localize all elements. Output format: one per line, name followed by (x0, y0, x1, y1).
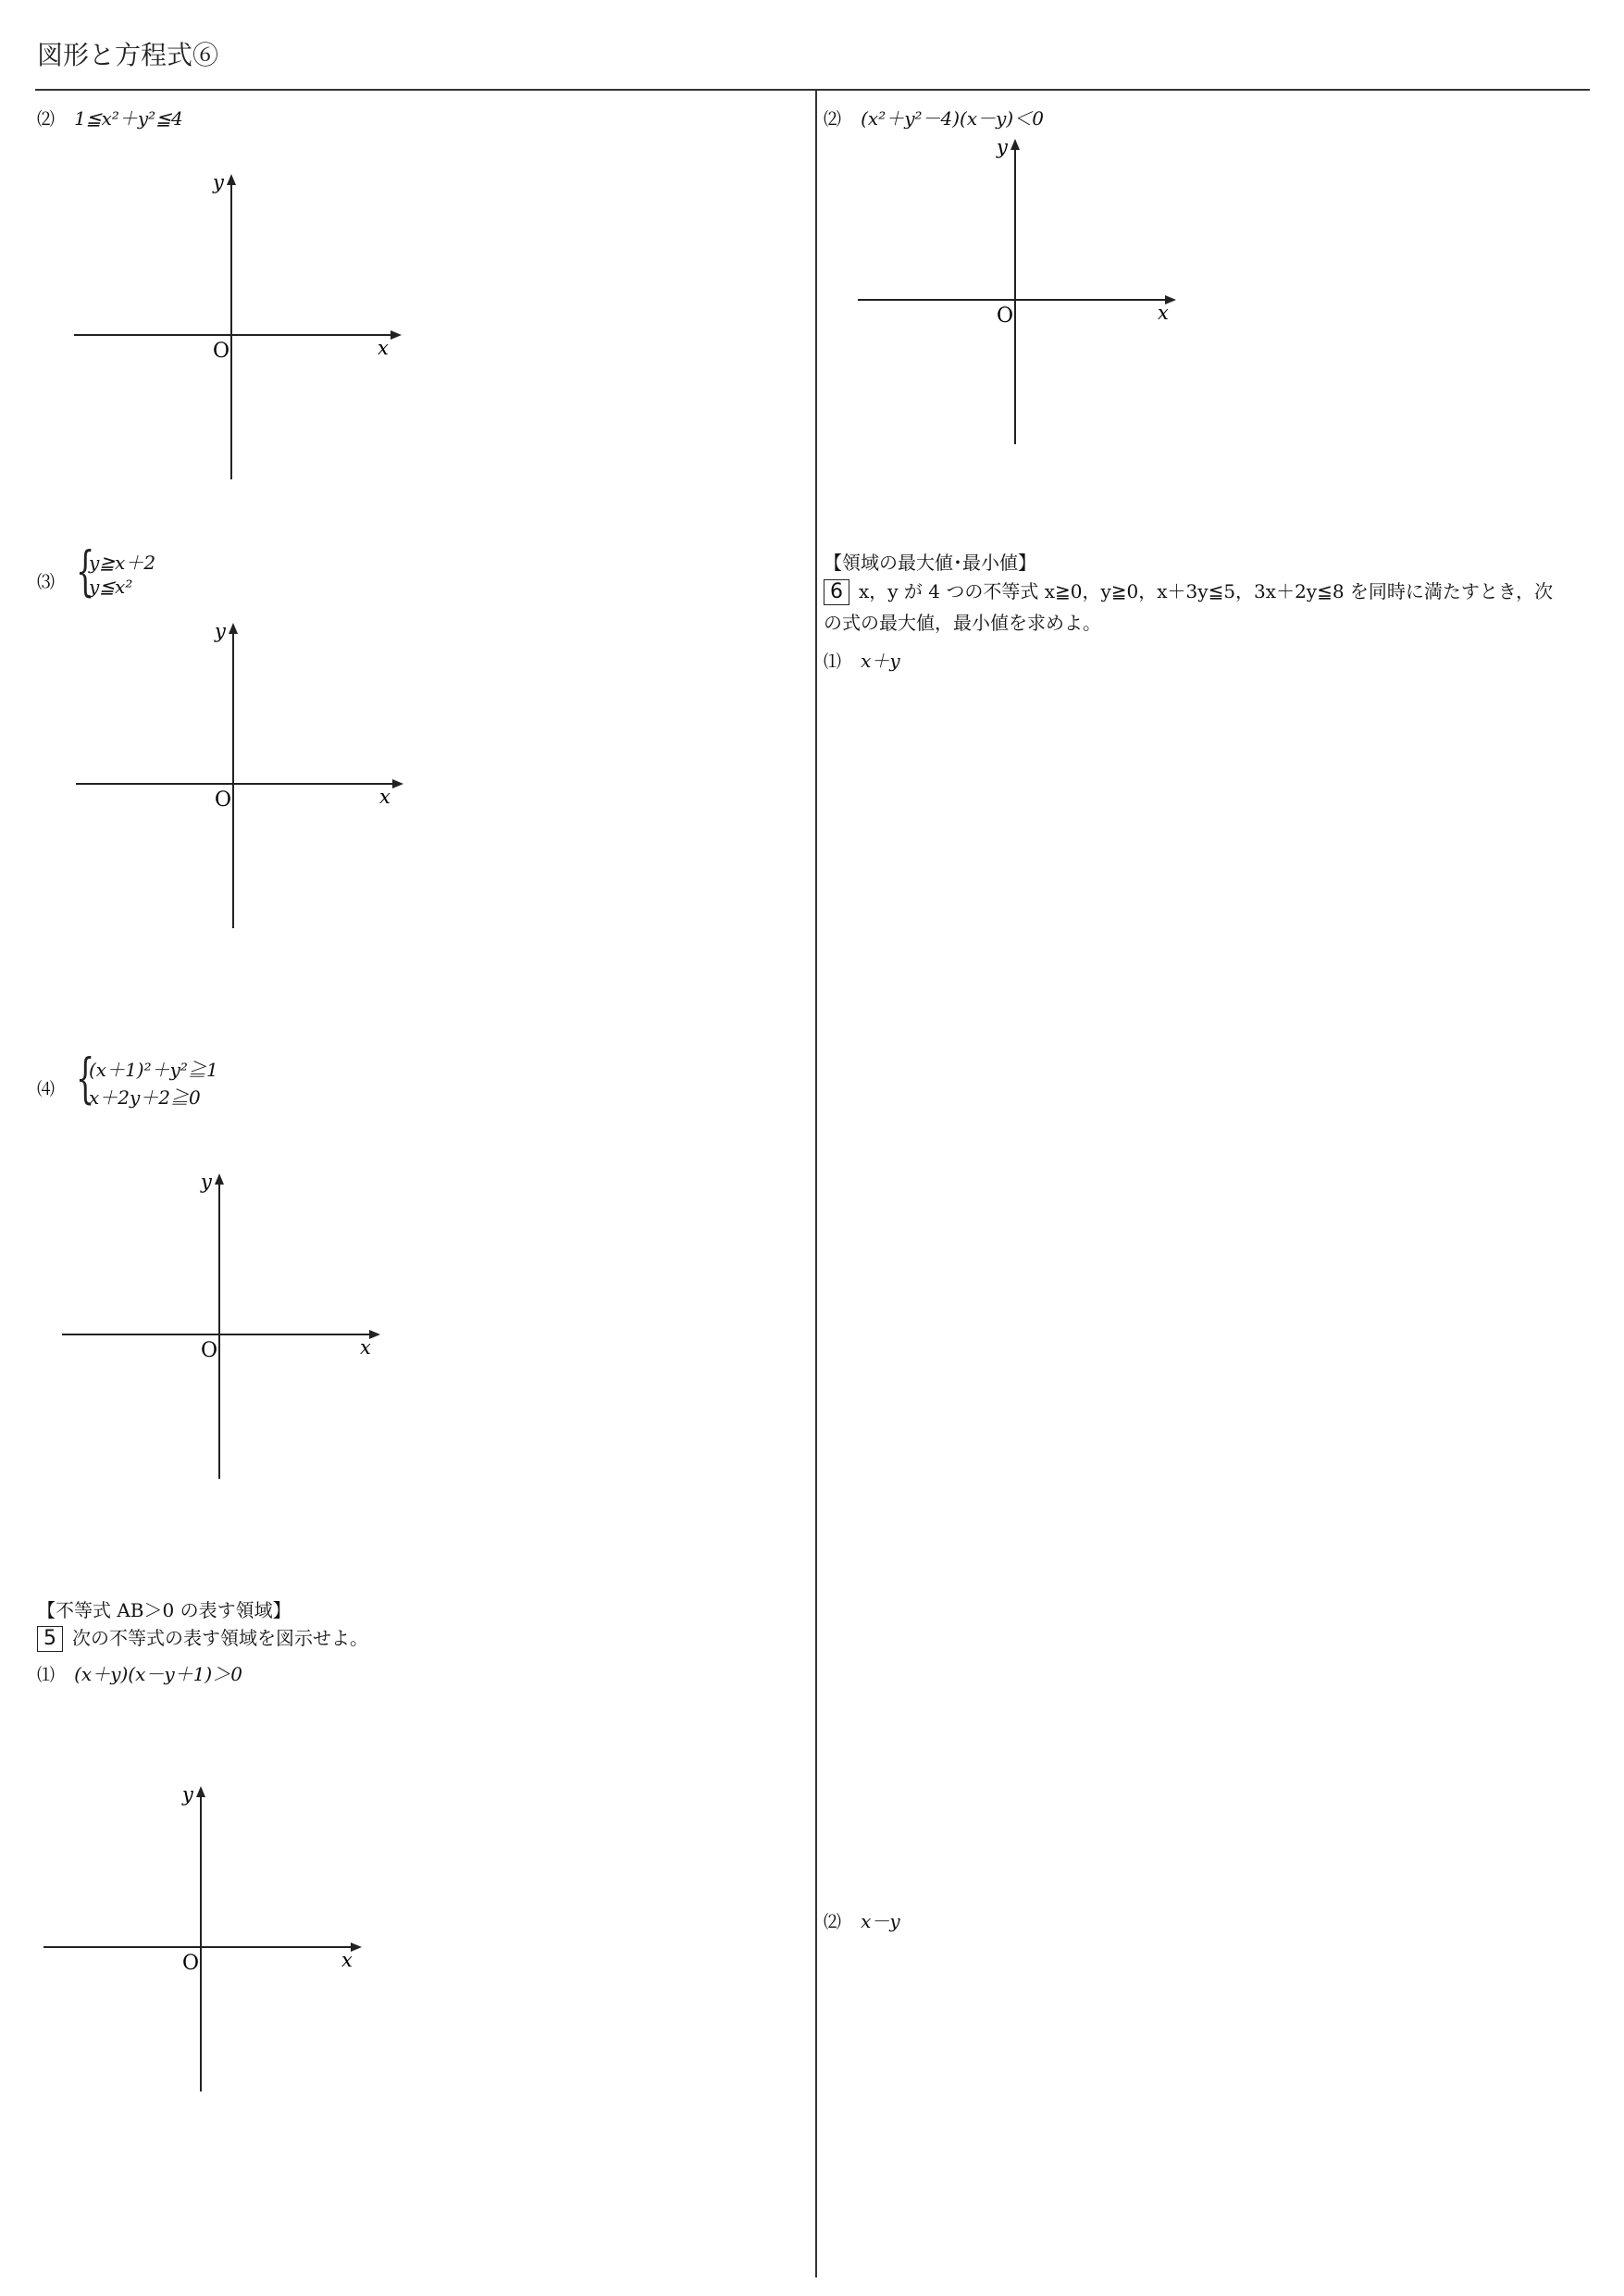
origin-label: O (997, 304, 1014, 328)
origin-label: O (213, 340, 230, 363)
y-axis-arrow (196, 1786, 205, 1797)
problem-expression: (x²＋y²－4)(x－y)＜0 (861, 107, 1044, 130)
y-axis-label: y (997, 136, 1008, 158)
origin-label: O (182, 1952, 200, 1975)
problem-2-right (824, 104, 1044, 130)
x-axis-label: x (360, 1336, 371, 1359)
y-axis-arrow (1010, 139, 1020, 150)
problem-expression: x－y (861, 1910, 900, 1932)
problem-number: ⑵ (37, 109, 56, 130)
x-axis-label: x (378, 337, 389, 359)
problem-expression: 1≦x²＋y²≦4 (74, 107, 183, 130)
problem-box-number: 5 (37, 1626, 63, 1652)
x-axis-arrow (392, 779, 403, 788)
y-axis-label: y (182, 1783, 193, 1806)
system-line-2: x＋2y＋2≧0 (89, 1086, 201, 1109)
problem-6-2 (824, 1906, 900, 1933)
origin-label: O (201, 1339, 218, 1362)
x-axis-arrow (391, 330, 402, 340)
section-5-instruction-row (37, 1623, 368, 1652)
page-title: 図形と方程式⑥ (37, 40, 219, 70)
problem-5-1 (37, 1659, 242, 1686)
problem-expression: x＋y (861, 650, 900, 672)
x-axis-label: x (341, 1949, 353, 1971)
problem-number: ⑵ (824, 1912, 842, 1932)
section-6-text (824, 576, 1592, 639)
y-axis-arrow (229, 623, 238, 634)
problem-number: ⑵ (824, 109, 842, 130)
column-divider (815, 89, 817, 2277)
problem-box-number: 6 (824, 579, 849, 605)
problem-number: ⑷ (37, 1079, 56, 1099)
section-5-instruction: 次の不等式の表す領域を図示せよ。 (72, 1627, 368, 1649)
origin-label: O (215, 788, 232, 812)
section-6-text-line-1: x，y が 4 つの不等式 x≧0，y≧0，x＋3y≦5，3x＋2y≦8 を同時に満たすとき，次 (859, 580, 1554, 602)
system-brace: { (76, 1047, 95, 1110)
system-brace: { (76, 540, 95, 602)
section-5-heading: 【不等式 AB＞0 の表す領域】 (37, 1599, 291, 1621)
axes-graph-left-2 (65, 167, 416, 490)
x-axis-label: x (379, 786, 391, 808)
axes-graph-left-4 (51, 1166, 403, 1490)
system-line-1: y≧x＋2 (89, 552, 156, 574)
axes-graph-left-5-1 (32, 1779, 384, 2103)
axes-graph-left-3 (65, 615, 416, 939)
system-line-2: y≦x² (89, 576, 133, 598)
problem-2-left (37, 104, 183, 130)
header-rule (35, 89, 1590, 91)
section-6-heading: 【領域の最大値･最小値】 (824, 552, 1036, 574)
section-6-text-line-2: の式の最大値，最小値を求めよ。 (824, 612, 1101, 634)
problem-number: ⑴ (824, 652, 842, 672)
system-line-1: (x＋1)²＋y²≧1 (89, 1059, 218, 1081)
y-axis-label: y (201, 1171, 212, 1193)
problem-number: ⑶ (37, 572, 56, 592)
y-axis-arrow (215, 1173, 224, 1185)
problem-6-1 (824, 646, 900, 673)
x-axis-label: x (1158, 302, 1169, 324)
y-axis-label: y (215, 620, 226, 642)
y-axis-arrow (227, 174, 236, 185)
y-axis-label: y (213, 171, 224, 193)
problem-number: ⑴ (37, 1665, 56, 1685)
problem-expression: (x＋y)(x－y＋1)＞0 (74, 1663, 242, 1685)
axes-graph-right-2 (847, 131, 1198, 455)
